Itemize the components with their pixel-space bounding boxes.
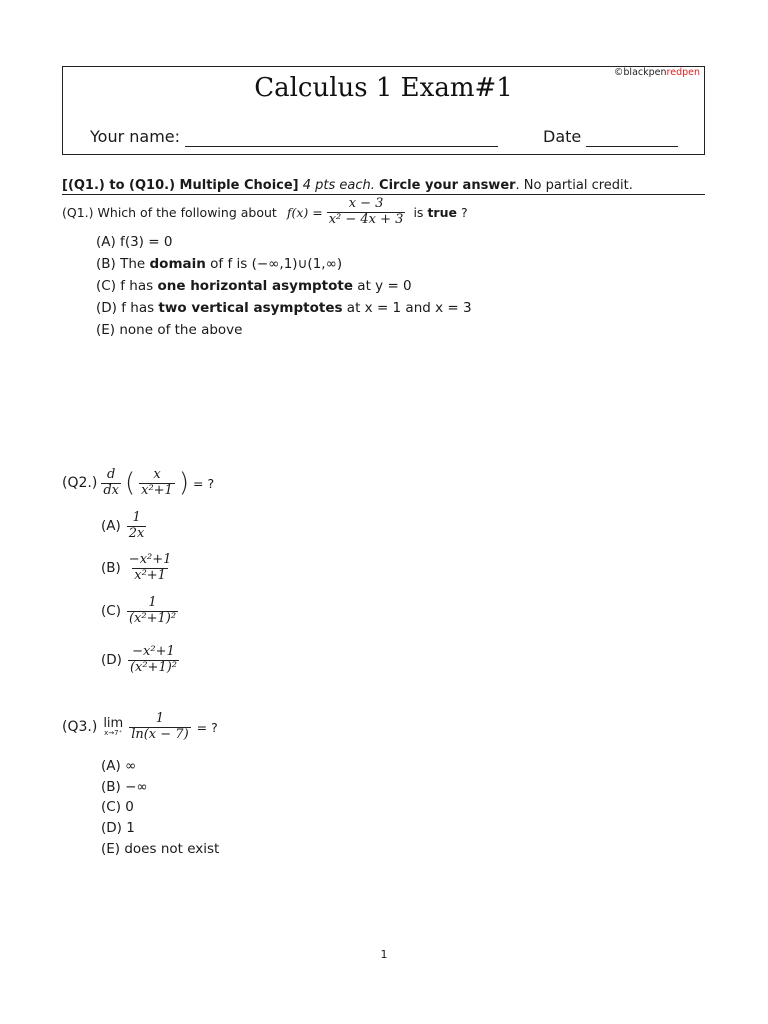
name-label: Your name: [90, 127, 181, 146]
q3-option-d[interactable]: (D) 1 [101, 820, 135, 836]
brand-black-text: blackpen [623, 67, 667, 78]
q2-option-d-label: (D) [101, 652, 122, 669]
q2-d-den: dx [103, 482, 119, 498]
q1-text-true: true [427, 204, 457, 220]
q2-option-b-fraction [127, 553, 174, 584]
instructions-credit: . No partial credit. [515, 178, 633, 193]
q2-option-b[interactable] [101, 553, 173, 584]
brand-copyright: © [613, 67, 624, 78]
q2-option-c-den: (x²+1)² [128, 610, 177, 626]
q1-function-lhs: f(x) = [286, 204, 323, 220]
q2-tail: = ? [193, 475, 215, 491]
q3-lim-sub: x→7⁺ [104, 729, 123, 738]
q1-text-is: is [413, 204, 424, 220]
q1-option-d[interactable] [96, 300, 472, 316]
q3-option-b[interactable]: (B) −∞ [101, 779, 148, 795]
q2-option-d-fraction [128, 645, 179, 676]
q3-limit [103, 717, 123, 737]
instructions-circle: Circle your answer [379, 178, 516, 193]
q1-option-c-bold: one horizontal asymptote [157, 278, 354, 294]
q1-option-c[interactable] [96, 278, 412, 294]
q2-option-a-den: 2x [128, 525, 145, 541]
q2-option-b-num: −x²+1 [128, 552, 172, 567]
q3-denominator: ln(x − 7) [131, 726, 189, 742]
q2-inner-den: x²+1 [141, 482, 173, 498]
q2-label: (Q2.) [62, 475, 98, 492]
instructions-points: 4 pts each. [298, 178, 380, 193]
q2-prompt [62, 468, 214, 499]
date-label: Date [543, 127, 582, 146]
q1-label: (Q1.) [62, 204, 94, 220]
q3-prompt [62, 712, 218, 743]
q2-option-d-num: −x²+1 [132, 644, 175, 659]
q1-option-b-bold: domain [149, 256, 206, 272]
q3-tail: = ? [196, 719, 218, 735]
q2-inner-fraction [139, 468, 175, 499]
q3-lim-text: lim [103, 716, 124, 732]
name-blank-line[interactable] [185, 146, 498, 147]
q3-label: (Q3.) [62, 719, 98, 736]
q1-prompt [62, 197, 468, 228]
q2-option-c-label: (C) [101, 603, 121, 620]
instructions-section: [(Q1.) to (Q10.) Multiple Choice] [62, 178, 299, 193]
exam-title: Calculus 1 Exam#1 [254, 73, 513, 103]
q1-option-d-pre: (D) f has [96, 300, 159, 316]
q2-option-a-label: (A) [101, 518, 121, 535]
brand-red-text: redpen [666, 67, 700, 78]
q1-option-b[interactable] [96, 256, 342, 272]
q1-text: Which of the following about [97, 204, 277, 220]
brand-logo [614, 67, 700, 78]
q1-text-q: ? [460, 204, 468, 220]
q3-numerator: 1 [155, 711, 165, 726]
q2-left-paren: ( [124, 468, 136, 499]
q3-option-e[interactable]: (E) does not exist [101, 841, 220, 857]
q2-option-d-den: (x²+1)² [129, 659, 177, 675]
instructions [62, 178, 705, 195]
q1-option-a[interactable]: (A) f(3) = 0 [96, 234, 173, 250]
q3-option-c[interactable]: (C) 0 [101, 799, 134, 815]
page-number: 1 [380, 948, 388, 961]
q2-option-b-label: (B) [101, 560, 121, 577]
q1-option-d-bold: two vertical asymptotes [158, 300, 343, 316]
q3-option-a[interactable]: (A) ∞ [101, 758, 137, 774]
q1-option-b-post: of f is (−∞,1)∪(1,∞) [205, 256, 343, 272]
q3-fraction [129, 712, 190, 743]
q2-right-paren: ) [178, 468, 189, 499]
q1-option-c-post: at y = 0 [353, 278, 412, 294]
q2-option-a[interactable] [101, 511, 146, 542]
q1-denominator: x² − 4x + 3 [328, 211, 404, 227]
q2-option-b-den: x²+1 [134, 567, 166, 583]
q1-numerator: x − 3 [348, 196, 384, 211]
q1-option-e[interactable]: (E) none of the above [96, 322, 243, 338]
q2-option-c-fraction [127, 596, 178, 627]
q1-option-d-post: at x = 1 and x = 3 [342, 300, 472, 316]
q1-fraction [327, 197, 406, 228]
q2-option-c-num: 1 [148, 595, 157, 610]
q1-option-c-pre: (C) f has [96, 278, 158, 294]
q2-option-c[interactable] [101, 596, 178, 627]
q2-option-a-num: 1 [132, 510, 141, 525]
q2-option-a-fraction [127, 511, 147, 542]
exam-header-box [62, 66, 705, 155]
q2-inner-num: x [153, 467, 161, 482]
q2-d-num: d [106, 467, 116, 482]
q2-derivative-operator [101, 468, 121, 499]
q1-option-b-pre: (B) The [96, 256, 150, 272]
date-blank-line[interactable] [586, 146, 678, 147]
q2-option-d[interactable] [101, 645, 179, 676]
